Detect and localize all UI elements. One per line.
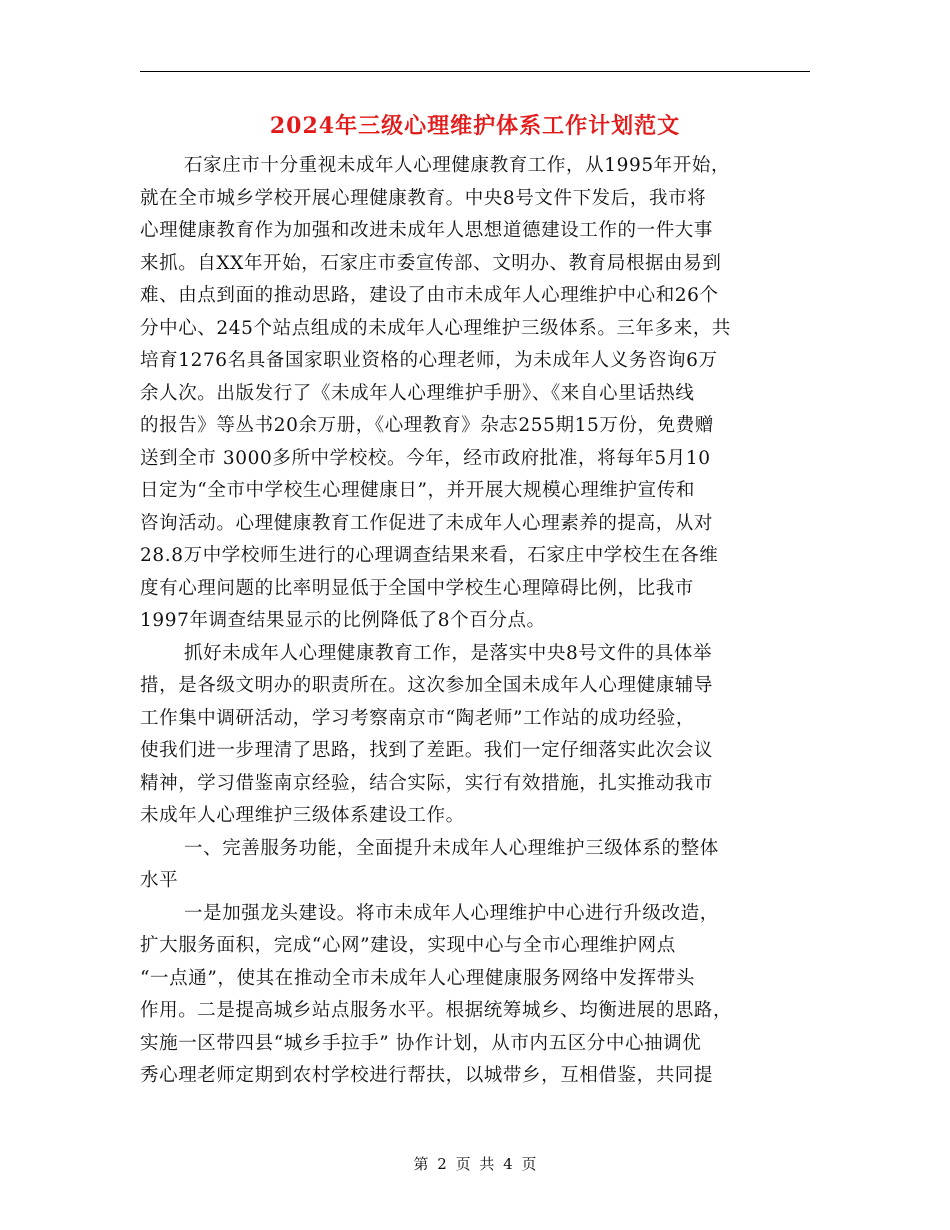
body-line: 28.8万中学校师生进行的心理调查结果来看，石家庄中学校生在各维 [140,545,719,566]
body-line: 作用。二是提高城乡站点服务水平。根据统筹城乡、均衡进展的思路， [140,1000,733,1021]
body-line: 咨询活动。心理健康教育工作促进了未成年人心理素养的提高，从对 [140,512,714,534]
body-line: 实施一区带四县“城乡手拉手” 协作计划，从市内五区分中心抽调优 [140,1032,702,1054]
body-line: “一点通”，使其在推动全市未成年人心理健康服务网络中发挥带头 [140,967,695,989]
body-line: 一是加强龙头建设。将市未成年人心理维护中心进行升级改造， [184,902,719,924]
body-line: 心理健康教育作为加强和改进未成年人思想道德建设工作的一件大事 [140,220,714,241]
body-line: 1997年调查结果显示的比例降低了8个百分点。 [140,610,546,631]
body-line: 秀心理老师定期到农村学校进行帮扶，以城带乡，互相借鉴，共同提 [140,1065,714,1086]
body-line: 来抓。自XX年开始，石家庄市委宣传部、文明办、教育局根据由易到 [140,252,722,274]
body-line: 余人次。出版发行了《未成年人心理维护手册》、《来自心里话热线 [140,382,695,404]
body-line: 扩大服务面积，完成“心网”建设，实现中心与全市心理维护网点 [140,935,676,956]
document-body [140,150,810,1093]
body-line: 工作集中调研活动，学习考察南京市“陶老师”工作站的成功经验， [140,707,695,729]
body-line: 抓好未成年人心理健康教育工作，是落实中央8号文件的具体举 [184,642,713,664]
body-line: 一、完善服务功能，全面提升未成年人心理维护三级体系的整体 [184,837,719,859]
body-line: 培育1276名具备国家职业资格的心理老师，为未成年人义务咨询6万 [140,350,718,371]
body-line: 的报告》等丛书20余万册，《心理教育》杂志255期15万份，免费赠 [140,415,714,436]
body-line: 精神，学习借鉴南京经验，结合实际，实行有效措施，扎实推动我市 [140,772,714,794]
body-line: 使我们进一步理清了思路，找到了差距。我们一定仔细落实此次会议 [140,740,714,761]
body-line: 度有心理问题的比率明显低于全国中学校生心理障碍比例，比我市 [140,577,694,599]
header-rule [140,71,810,72]
body-line: 未成年人心理维护三级体系建设工作。 [140,805,465,826]
document-title: 2024年三级心理维护体系工作计划范文 [269,113,681,139]
body-line: 分中心、245个站点组成的未成年人心理维护三级体系。三年多来，共 [140,317,732,339]
page-number-footer: 第 2 页 共 4 页 [413,1155,537,1173]
body-line: 石家庄市十分重视未成年人心理健康教育工作，从1995年开始， [184,155,731,176]
body-line: 水平 [140,870,179,891]
body-line: 日定为“全市中学校生心理健康日”，并开展大规模心理维护宣传和 [140,480,695,501]
body-line: 措，是各级文明办的职责所在。这次参加全国未成年人心理健康辅导 [140,675,714,696]
body-line: 就在全市城乡学校开展心理健康教育。中央8号文件下发后，我市将 [140,187,707,209]
body-line: 送到全市 3000多所中学校校。今年，经市政府批准，将每年5月10 [140,447,711,469]
body-line: 难、由点到面的推动思路，建设了由市未成年人心理维护中心和26个 [140,285,719,306]
